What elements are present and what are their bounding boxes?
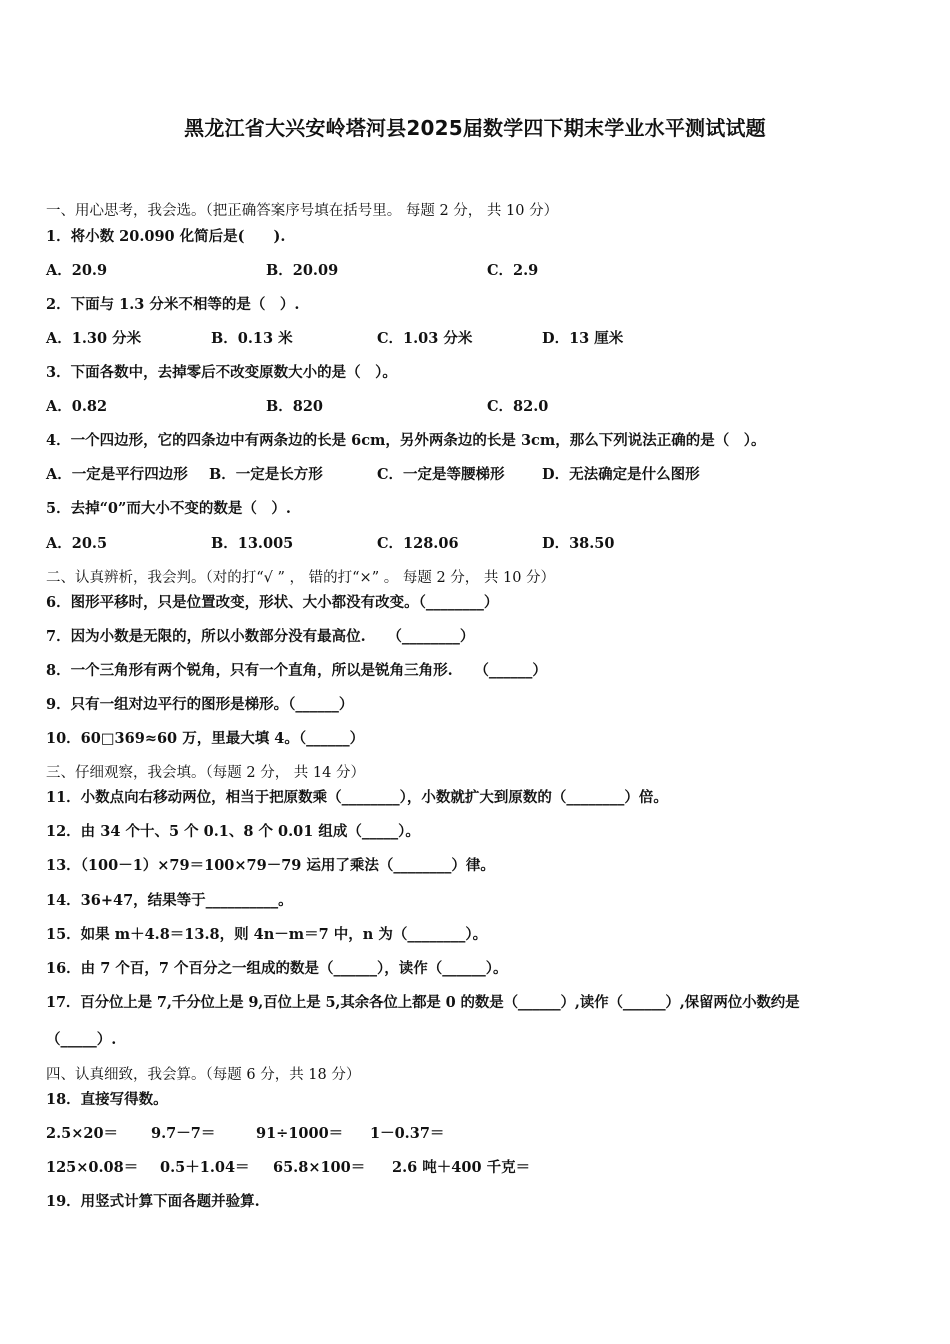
section-heading-1: 一、用心思考，我会选。（把正确答案序号填在括号里。 每题 2 分， 共 10 分）: [46, 203, 559, 219]
question-16: 16．由 7 个百，7 个百分之一组成的数是（______），读作（______）。: [46, 960, 508, 977]
q2-option-c: C．1.03 分米: [377, 330, 473, 347]
question-17-continued: （_____）.: [46, 1031, 117, 1048]
q3-option-c: C．82.0: [487, 398, 549, 415]
calc-item: 0.5＋1.04＝: [160, 1159, 250, 1176]
question-9: 9．只有一组对边平行的图形是梯形。（______）: [46, 696, 354, 713]
calc-item: 2.6 吨＋400 千克＝: [392, 1159, 531, 1176]
question-2: 2．下面与 1.3 分米不相等的是（ ）.: [46, 296, 300, 313]
q4-option-b: B．一定是长方形: [209, 466, 323, 483]
calc-item: 1－0.37＝: [370, 1125, 445, 1142]
question-13: 13．（100－1）×79＝100×79－79 运用了乘法（________）律。: [46, 857, 495, 874]
calc-item: 2.5×20＝: [46, 1125, 119, 1142]
q4-option-a: A．一定是平行四边形: [46, 466, 188, 483]
question-6: 6．图形平移时，只是位置改变，形状、大小都没有改变。（________）: [46, 594, 499, 611]
section-heading-4: 四、认真细致，我会算。（每题 6 分，共 18 分）: [46, 1067, 361, 1083]
question-17: 17．百分位上是 7,千分位上是 9,百位上是 5,其余各位上都是 0 的数是（______）,读作（______）,保留两位小数约是: [46, 994, 800, 1011]
question-19: 19．用竖式计算下面各题并验算.: [46, 1193, 260, 1210]
calc-item: 125×0.08＝: [46, 1159, 139, 1176]
q5-option-d: D．38.50: [542, 535, 615, 552]
q3-option-b: B．820: [266, 398, 324, 415]
question-10: 10．60□369≈60 万，里最大填 4。（______）: [46, 730, 365, 747]
section-heading-3: 三、仔细观察，我会填。（每题 2 分， 共 14 分）: [46, 765, 365, 781]
q5-option-b: B．13.005: [211, 535, 294, 552]
calc-item: 65.8×100＝: [273, 1159, 366, 1176]
q5-option-c: C．128.06: [377, 535, 459, 552]
q3-option-a: A．0.82: [46, 398, 108, 415]
section-heading-2: 二、认真辨析，我会判。（对的打“√ ” ， 错的打“×” 。 每题 2 分， 共 10 分）: [46, 570, 556, 586]
question-7: 7．因为小数是无限的，所以小数部分没有最高位. （________）: [46, 628, 475, 645]
question-3: 3．下面各数中，去掉零后不改变原数大小的是（ ）。: [46, 364, 397, 381]
question-1: 1．将小数 20.090 化简后是( ).: [46, 228, 286, 245]
q4-option-c: C．一定是等腰梯形: [377, 466, 505, 483]
question-18: 18．直接写得数。: [46, 1091, 168, 1108]
q1-option-c: C．2.9: [487, 262, 539, 279]
question-12: 12．由 34 个十、5 个 0.1、8 个 0.01 组成（_____）。: [46, 823, 420, 840]
question-4: 4．一个四边形，它的四条边中有两条边的长是 6cm，另外两条边的长是 3cm，那么下列说法正确的是（ ）。: [46, 432, 766, 449]
calc-item: 9.7－7＝: [151, 1125, 216, 1142]
q1-option-b: B．20.09: [266, 262, 339, 279]
q2-option-a: A．1.30 分米: [46, 330, 142, 347]
calc-item: 91÷1000＝: [256, 1125, 344, 1142]
question-8: 8．一个三角形有两个锐角，只有一个直角，所以是锐角三角形. （______）: [46, 662, 547, 679]
q2-option-d: D．13 厘米: [542, 330, 624, 347]
question-5: 5．去掉“0”而大小不变的数是（ ）.: [46, 500, 291, 517]
q2-option-b: B．0.13 米: [211, 330, 293, 347]
q4-option-d: D．无法确定是什么图形: [542, 466, 700, 483]
page-title: 黑龙江省大兴安岭塔河县2025届数学四下期末学业水平测试试题: [184, 116, 766, 140]
question-14: 14．36+47，结果等于__________。: [46, 892, 293, 909]
question-11: 11．小数点向右移动两位，相当于把原数乘（________），小数就扩大到原数的（________）倍。: [46, 789, 668, 806]
q1-option-a: A．20.9: [46, 262, 108, 279]
q5-option-a: A．20.5: [46, 535, 108, 552]
question-15: 15．如果 m＋4.8＝13.8，则 4n－m＝7 中，n 为（________）。: [46, 926, 488, 943]
